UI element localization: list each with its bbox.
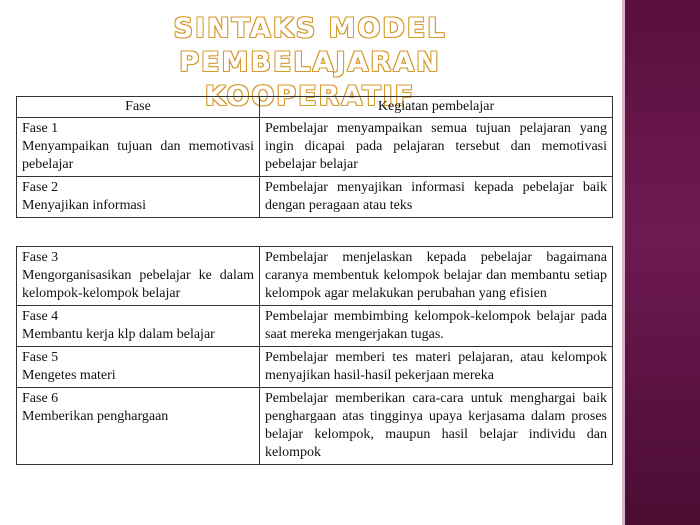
- table-header-row: [17, 97, 613, 118]
- side-band-edge: [622, 0, 625, 525]
- phase-cell: [17, 306, 260, 347]
- phase-cell: [17, 177, 260, 218]
- slide-title-line-1: SINTAKS MODEL PEMBELAJARAN: [173, 13, 447, 78]
- activity-cell: Pembelajar membimbing kelompok-kelompok belajar pada saat mereka mengerjakan tugas.: [260, 306, 613, 347]
- phase-number: Fase 1: [22, 121, 59, 136]
- header-phase: Fase: [17, 97, 260, 118]
- phase-name: Memberikan penghargaan: [22, 409, 169, 424]
- phase-name: Menyajikan informasi: [22, 198, 147, 213]
- activity-cell: Pembelajar memberi tes materi pelajaran, atau kelompok menyajikan hasil-hasil pekerjaan mereka: [260, 347, 613, 388]
- table-row: [17, 118, 613, 177]
- phase-cell: [17, 347, 260, 388]
- activity-cell: Pembelajar memberikan cara-cara untuk menghargai baik penghargaan atas tingginya upaya kerjasama dalam proses belajar kelompok, maupun hasil belajar individu dan kelompok: [260, 388, 613, 465]
- phase-cell: [17, 247, 260, 306]
- header-activity: Kegiatan pembelajar: [260, 97, 613, 118]
- slide-title-line-2: KOOPERATIF: [204, 81, 416, 112]
- table-row: [17, 247, 613, 306]
- table-row: [17, 177, 613, 218]
- phase-cell: [17, 118, 260, 177]
- table-row: [17, 388, 613, 465]
- syntax-table-part-1: [16, 96, 613, 218]
- activity-cell: Pembelajar menjelaskan kepada pebelajar bagaimana caranya membentuk kelompok belajar dan membantu setiap kelompok agar melakukan perubahan yang efisien: [260, 247, 613, 306]
- decorative-side-band: [622, 0, 700, 525]
- phase-number: Fase 4: [22, 309, 59, 324]
- activity-cell: Pembelajar menyampaikan semua tujuan pelajaran yang ingin dicapai pada pelajaran tersebut dan memotivasi pebelajar belajar: [260, 118, 613, 177]
- table-row: [17, 347, 613, 388]
- phase-number: Fase 6: [22, 391, 59, 406]
- phase-number: Fase 3: [22, 250, 59, 265]
- phase-number: Fase 5: [22, 350, 59, 365]
- phase-name: Mengetes materi: [22, 368, 116, 383]
- phase-name: Menyampaikan tujuan dan memotivasi pebelajar: [22, 139, 254, 172]
- phase-name: Mengorganisasikan pebelajar ke dalam kelompok-kelompok belajar: [22, 268, 254, 301]
- table-row: [17, 306, 613, 347]
- syntax-table-part-2: [16, 246, 613, 465]
- phase-name: Membantu kerja klp dalam belajar: [22, 327, 215, 342]
- phase-number: Fase 2: [22, 180, 59, 195]
- activity-cell: Pembelajar menyajikan informasi kepada pebelajar baik dengan peragaan atau teks: [260, 177, 613, 218]
- phase-cell: [17, 388, 260, 465]
